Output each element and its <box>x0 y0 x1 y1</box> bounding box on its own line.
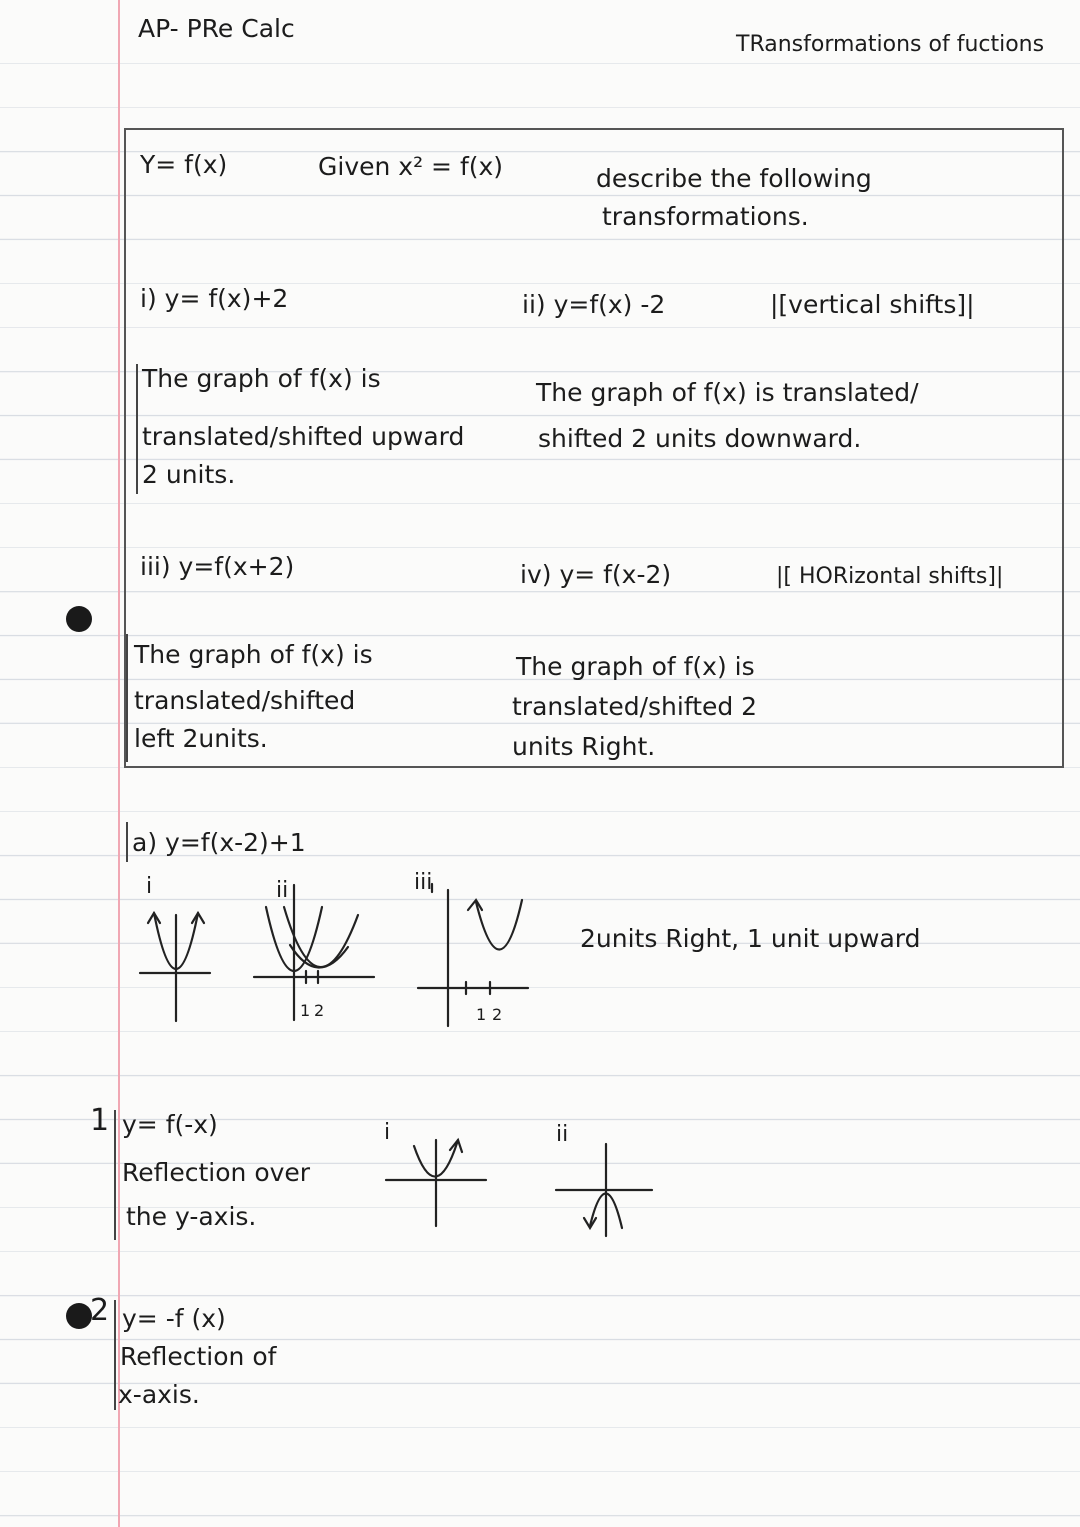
step-label-iii: iii <box>414 870 433 895</box>
example-a-answer: 2units Right, 1 unit upward <box>580 924 921 953</box>
desc-iii-line-2: translated/shifted <box>134 686 356 715</box>
given-statement: Given x² = f(x) <box>318 152 504 181</box>
reflection-2-line-2: x-axis. <box>118 1380 200 1409</box>
reflection-1-number: 1 <box>90 1103 110 1138</box>
bracket-bar <box>136 364 138 494</box>
bracket-bar <box>114 1300 116 1410</box>
reflection-sketch-label-ii: ii <box>556 1122 569 1147</box>
desc-ii-line-2: shifted 2 units downward. <box>538 424 862 453</box>
bracket-bar <box>126 634 128 762</box>
parabola-sketch-original <box>140 885 220 1025</box>
equation-iii: iii) y=f(x+2) <box>140 552 295 581</box>
equation-i: i) y= f(x)+2 <box>140 284 289 313</box>
binder-hole <box>66 606 92 632</box>
topic-title: TRansformations of fuctions <box>736 32 1045 57</box>
reflection-2-equation: y= -f (x) <box>122 1304 226 1333</box>
desc-i-line-2: translated/shifted upward <box>142 422 465 451</box>
instruction-line-2: transformations. <box>602 202 809 231</box>
example-a-equation: a) y=f(x-2)+1 <box>132 828 306 857</box>
desc-iv-line-1: The graph of f(x) is <box>516 652 755 681</box>
bracket-bar <box>126 822 128 862</box>
desc-iii-line-1: The graph of f(x) is <box>134 640 373 669</box>
step-label-ii: ii <box>276 878 289 903</box>
instruction-line-1: describe the following <box>596 164 872 193</box>
function-definition: Y= f(x) <box>140 150 228 179</box>
desc-iv-line-3: units Right. <box>512 732 656 761</box>
reflection-sketch-label-i: i <box>384 1120 391 1145</box>
tick-label-2: 2 <box>314 1001 325 1020</box>
desc-i-line-3: 2 units. <box>142 460 236 489</box>
desc-i-line-1: The graph of f(x) is <box>142 364 381 393</box>
reflection-1-line-1: Reflection over <box>122 1158 311 1187</box>
margin-line <box>118 0 120 1527</box>
reflection-1-equation: y= f(-x) <box>122 1110 218 1139</box>
step-label-i: i <box>146 874 153 899</box>
reflection-1-line-2: the y-axis. <box>126 1202 257 1231</box>
reflection-2-line-1: Reflection of <box>120 1342 277 1371</box>
equation-ii: ii) y=f(x) -2 <box>522 290 666 319</box>
horizontal-shifts-label: |[ HORizontal shifts]| <box>776 564 1004 589</box>
bracket-bar <box>114 1110 116 1240</box>
vertical-shifts-label: |[vertical shifts]| <box>770 290 975 319</box>
desc-ii-line-1: The graph of f(x) is translated/ <box>536 378 919 407</box>
reflection-2-number: 2 <box>90 1293 110 1328</box>
desc-iv-line-2: translated/shifted 2 <box>512 692 758 721</box>
course-title: AP- PRe Calc <box>138 14 295 43</box>
reflection-x-axis-sketch <box>556 1140 656 1240</box>
reflection-y-axis-sketch <box>386 1130 496 1230</box>
tick-label-2b: 2 <box>492 1005 503 1024</box>
binder-hole <box>66 1303 92 1329</box>
tick-label-1: 1 <box>300 1001 311 1020</box>
equation-iv: iv) y= f(x-2) <box>520 560 672 589</box>
tick-label-1b: 1 <box>476 1005 487 1024</box>
desc-iii-line-3: left 2units. <box>134 724 268 753</box>
